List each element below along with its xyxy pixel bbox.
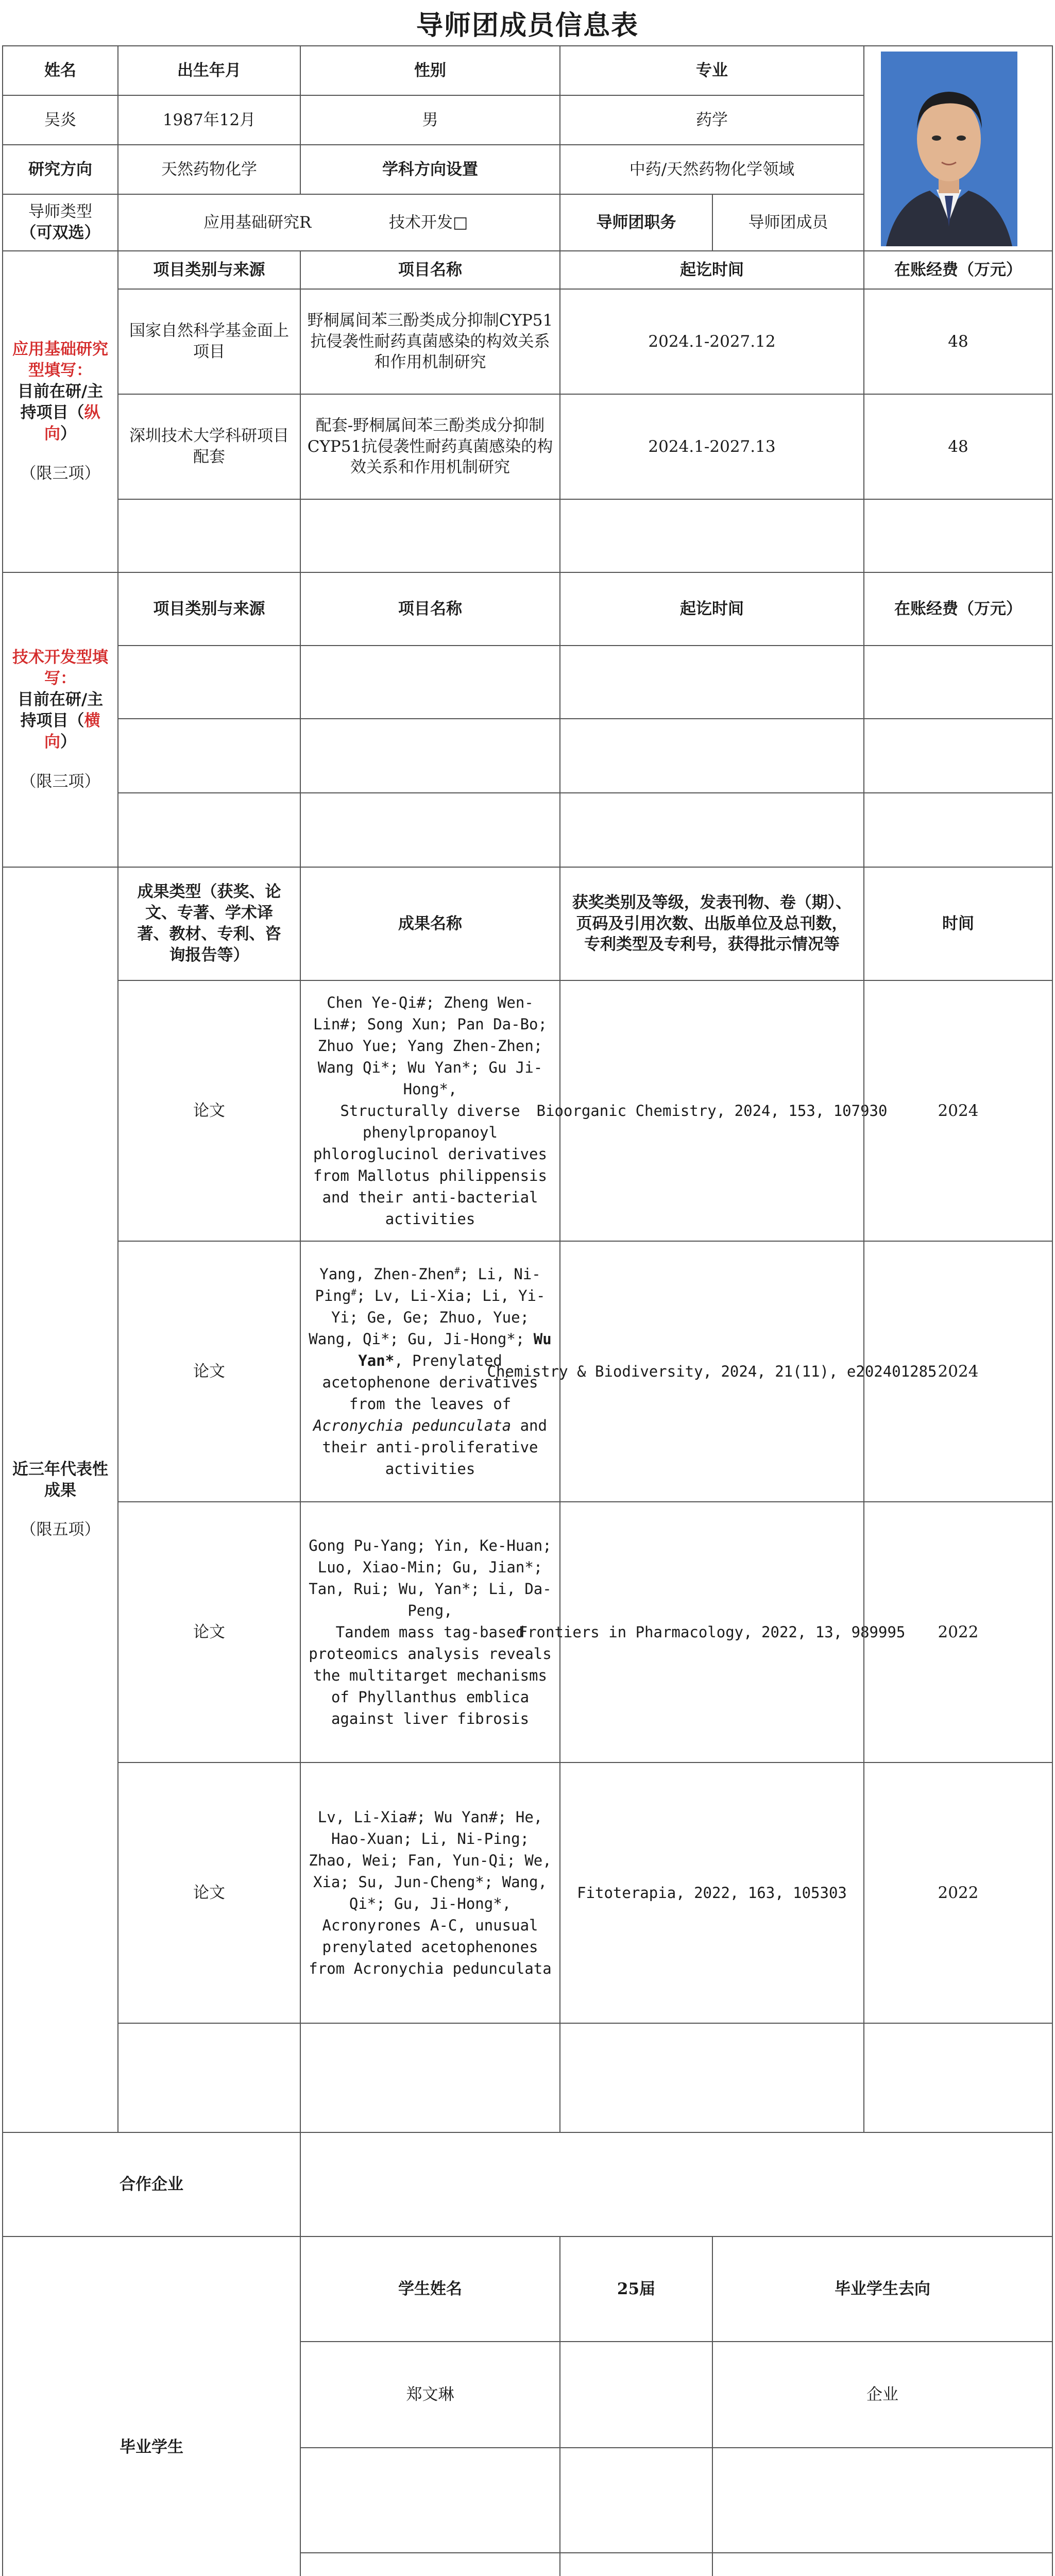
tech-label-part-b: 横 <box>84 711 100 730</box>
graduates-label: 毕业学生 <box>2 2236 301 2576</box>
tech-label-red2: 写： <box>44 669 76 688</box>
tech-row2-source[interactable] <box>117 718 301 793</box>
ach-row2-time: 2024 <box>863 1241 1053 1502</box>
tech-col-period: 起讫时间 <box>559 572 864 646</box>
applied-row3-funds[interactable] <box>863 499 1053 573</box>
tech-label-part-c: 向 <box>44 732 60 751</box>
grad-col-name: 学生姓名 <box>300 2236 560 2342</box>
ach-row1-authors: Chen Ye-Qi#; Zheng Wen-Lin#; Song Xun; Pan Da-Bo; Zhuo Yue; Yang Zhen-Zhen; Wang Qi*; Wu Yan*; Gu Ji-Hong*, <box>313 993 547 1098</box>
mentor-type-label <box>2 194 118 251</box>
ach-row3-title: Tandem mass tag-based proteomics analysis reveals the multitarget mechanisms of Phyllanthus emblica against liver fibrosis <box>309 1623 552 1728</box>
ach-row1-detail-text: Bioorganic Chemistry, 2024, 153, 107930 <box>536 1101 888 1120</box>
ach-row1-type: 论文 <box>117 980 301 1242</box>
applied-col-source: 项目类别与来源 <box>117 250 301 290</box>
applied-row1-period: 2024.1-2027.12 <box>559 289 864 395</box>
applied-row2-period: 2024.1-2027.13 <box>559 394 864 500</box>
applied-label-red1: 应用基础研究 <box>12 340 108 359</box>
ach-row2-sup-b: # <box>351 1287 356 1298</box>
ach-row5-detail[interactable] <box>559 2023 864 2133</box>
tech-limit: （限三项） <box>20 772 100 791</box>
mentor-type-label-line1: 导师类型 <box>28 202 92 222</box>
ach-row1-detail <box>536 980 888 1242</box>
name-value: 吴炎 <box>2 95 118 145</box>
grad-col-destination: 毕业学生去向 <box>712 2236 1053 2342</box>
tech-label-part-d: ） <box>60 732 76 751</box>
tech-section-label <box>2 572 118 868</box>
ach-row2-detail-text: Chemistry & Biodiversity, 2024, 21(11), e202401285 <box>487 1362 937 1380</box>
tech-row3-period[interactable] <box>559 792 864 868</box>
applied-row1-name: 野桐属间苯三酚类成分抑制CYP51抗侵袭性耐药真菌感染的构效关系和作用机制研究 <box>300 289 560 395</box>
ach-row3-detail <box>518 1501 906 1763</box>
tech-row1-funds[interactable] <box>863 645 1053 719</box>
ach-row4-type: 论文 <box>117 1762 301 2024</box>
tech-col-name: 项目名称 <box>300 572 560 646</box>
mentor-type-options <box>117 194 560 251</box>
research-direction-value: 天然药物化学 <box>117 144 301 195</box>
applied-label-line3: 目前在研/主 <box>17 382 104 401</box>
tech-row3-funds[interactable] <box>863 792 1053 868</box>
mentor-role-value: 导师团成员 <box>712 194 864 251</box>
tech-row2-period[interactable] <box>559 718 864 793</box>
birth-label: 出生年月 <box>117 45 301 96</box>
applied-row2-source: 深圳技术大学科研项目配套 <box>117 394 301 500</box>
ach-row2-type: 论文 <box>117 1241 301 1502</box>
applied-col-funds: 在账经费（万元） <box>863 250 1053 290</box>
grad-row1-name: 郑文琳 <box>300 2341 560 2448</box>
ach-row1-title: Structurally diverse phenylpropanoyl phloroglucinol derivatives from Mallotus philippensis and their anti-bacterial activities <box>313 1101 547 1228</box>
tech-row1-period[interactable] <box>559 645 864 719</box>
applied-label-part-c: 向 <box>44 424 60 443</box>
applied-label-part-b: 纵 <box>84 403 100 422</box>
grad-row3-destination[interactable] <box>712 2552 1053 2576</box>
ach-row5-time[interactable] <box>863 2023 1053 2133</box>
tech-row3-source[interactable] <box>117 792 301 868</box>
ach-row1-name <box>300 980 560 1242</box>
grad-row1-destination: 企业 <box>712 2341 1053 2448</box>
achievements-limit: （限五项） <box>20 1520 100 1539</box>
grad-row2-name[interactable] <box>300 2447 560 2553</box>
mentor-type-label-line2: （可双选） <box>20 224 100 242</box>
tech-label-red1: 技术开发型填 <box>12 648 108 667</box>
ach-row2-authors-c: ; Lv, Li-Xia; Li, Yi-Yi; Ge, Ge; Zhuo, Yue; Wang, Qi*; Gu, Ji-Hong*; <box>309 1286 546 1348</box>
ach-col-time: 时间 <box>863 867 1053 981</box>
achievements-label <box>2 867 118 2133</box>
ach-row4-authors: Lv, Li-Xia#; Wu Yan#; He, Hao-Xuan; Li, Ni-Ping; Zhao, Wei; Fan, Yun-Qi; We, Xia; Su, Jun-Cheng*; Wang, Qi*; Gu, Ji-Hong*, <box>309 1808 552 1912</box>
grad-row2-destination[interactable] <box>712 2447 1053 2553</box>
tech-label-line3: 目前在研/主 <box>17 690 104 709</box>
tech-row1-name[interactable] <box>300 645 560 719</box>
mentor-role-label: 导师团职务 <box>559 194 713 251</box>
ach-row4-time: 2022 <box>863 1762 1053 2024</box>
achievements-label-line1: 近三年代表性 <box>12 1460 108 1479</box>
applied-row3-name[interactable] <box>300 499 560 573</box>
grad-add-row-hint[interactable] <box>300 2552 560 2576</box>
ach-row2-title-a: , Prenylated acetophenone derivatives from the leaves of <box>322 1351 538 1413</box>
name-label: 姓名 <box>2 45 118 96</box>
tech-row2-funds[interactable] <box>863 718 1053 793</box>
ach-row3-authors: Gong Pu-Yang; Yin, Ke-Huan; Luo, Xiao-Min; Gu, Jian*; Tan, Rui; Wu, Yan*; Li, Da-Peng, <box>309 1536 552 1619</box>
applied-row3-period[interactable] <box>559 499 864 573</box>
ach-row2-sup-a: # <box>454 1266 460 1277</box>
ach-row2-title-b: and their anti-proliferative activities <box>322 1417 547 1478</box>
tech-row2-name[interactable] <box>300 718 560 793</box>
grad-row1-year[interactable] <box>559 2341 713 2448</box>
ach-row4-name <box>300 1762 560 2024</box>
gender-value: 男 <box>300 95 560 145</box>
ach-row4-detail: Fitoterapia, 2022, 163, 105303 <box>559 1762 864 2024</box>
tech-col-funds: 在账经费（万元） <box>863 572 1053 646</box>
applied-section-label <box>2 250 118 573</box>
ach-row4-title: Acronyrones A-C, unusual prenylated acetophenones from Acronychia pedunculata <box>309 1917 552 1978</box>
tech-label-line4 <box>21 710 100 732</box>
major-value: 药学 <box>559 95 864 145</box>
portrait-photo <box>881 52 1017 246</box>
applied-label-line4 <box>21 402 100 423</box>
applied-row3-source[interactable] <box>117 499 301 573</box>
grad-col-year: 25届 <box>559 2236 713 2342</box>
option-tech-dev[interactable]: 技术开发□ <box>389 213 468 232</box>
applied-label-line5 <box>44 423 76 445</box>
gender-label: 性别 <box>300 45 560 96</box>
ach-row5-type[interactable] <box>117 2023 301 2133</box>
achievements-label-line2: 成果 <box>44 1481 76 1500</box>
ach-col-name: 成果名称 <box>300 867 560 981</box>
ach-row3-time: 2022 <box>863 1501 1053 1763</box>
applied-col-name: 项目名称 <box>300 250 560 290</box>
ach-row2-authors-b: ; Li, Ni-Ping <box>315 1265 541 1304</box>
research-direction-label: 研究方向 <box>2 144 118 195</box>
option-applied-basic[interactable]: 应用基础研究R <box>203 213 312 232</box>
tech-col-source: 项目类别与来源 <box>117 572 301 646</box>
tech-label-line5 <box>44 732 76 753</box>
cooperation-value[interactable] <box>300 2132 1053 2237</box>
grad-row3-year[interactable] <box>559 2552 713 2576</box>
tech-row1-source[interactable] <box>117 645 301 719</box>
discipline-label: 学科方向设置 <box>300 144 560 195</box>
page-title: 导师团成员信息表 <box>416 9 639 41</box>
ach-col-detail: 获奖类别及等级，发表刊物、卷（期）、页码及引用次数、出版单位及总刊数，专利类型及专利号，获得批示情况等 <box>559 867 864 981</box>
ach-row5-name[interactable] <box>300 2023 560 2133</box>
applied-row2-funds: 48 <box>863 394 1053 500</box>
applied-label-part-d: ） <box>60 424 76 443</box>
applied-label-red2: 型填写： <box>28 361 92 380</box>
discipline-value: 中药/天然药物化学领域 <box>559 144 864 195</box>
tech-row3-name[interactable] <box>300 792 560 868</box>
ach-row2-authors-a: Yang, Zhen-Zhen <box>319 1265 455 1283</box>
ach-row3-type: 论文 <box>117 1501 301 1763</box>
ach-col-type: 成果类型（获奖、论文、专著、学术译著、教材、专利、咨询报告等） <box>117 867 301 981</box>
applied-row2-name: 配套-野桐属间苯三酚类成分抑制CYP51抗侵袭性耐药真菌感染的构效关系和作用机制研究 <box>300 394 560 500</box>
ach-row2-authors-bold: Wu Yan* <box>358 1330 552 1369</box>
cooperation-label: 合作企业 <box>2 2132 301 2237</box>
birth-value: 1987年12月 <box>117 95 301 145</box>
grad-row2-year[interactable] <box>559 2447 713 2553</box>
applied-col-period: 起讫时间 <box>559 250 864 290</box>
ach-row2-detail <box>487 1241 937 1502</box>
applied-row1-source: 国家自然科学基金面上项目 <box>117 289 301 395</box>
ach-row3-detail-text: Frontiers in Pharmacology, 2022, 13, 989995 <box>518 1623 906 1641</box>
ach-row2-title-italic: Acronychia pedunculata <box>313 1417 512 1435</box>
applied-limit: （限三项） <box>20 464 100 483</box>
ach-row1-time: 2024 <box>863 980 1053 1242</box>
major-label: 专业 <box>559 45 864 96</box>
applied-label-part-a: 持项目（ <box>20 403 84 422</box>
applied-row1-funds: 48 <box>863 289 1053 395</box>
tech-label-part-a: 持项目（ <box>20 711 84 730</box>
